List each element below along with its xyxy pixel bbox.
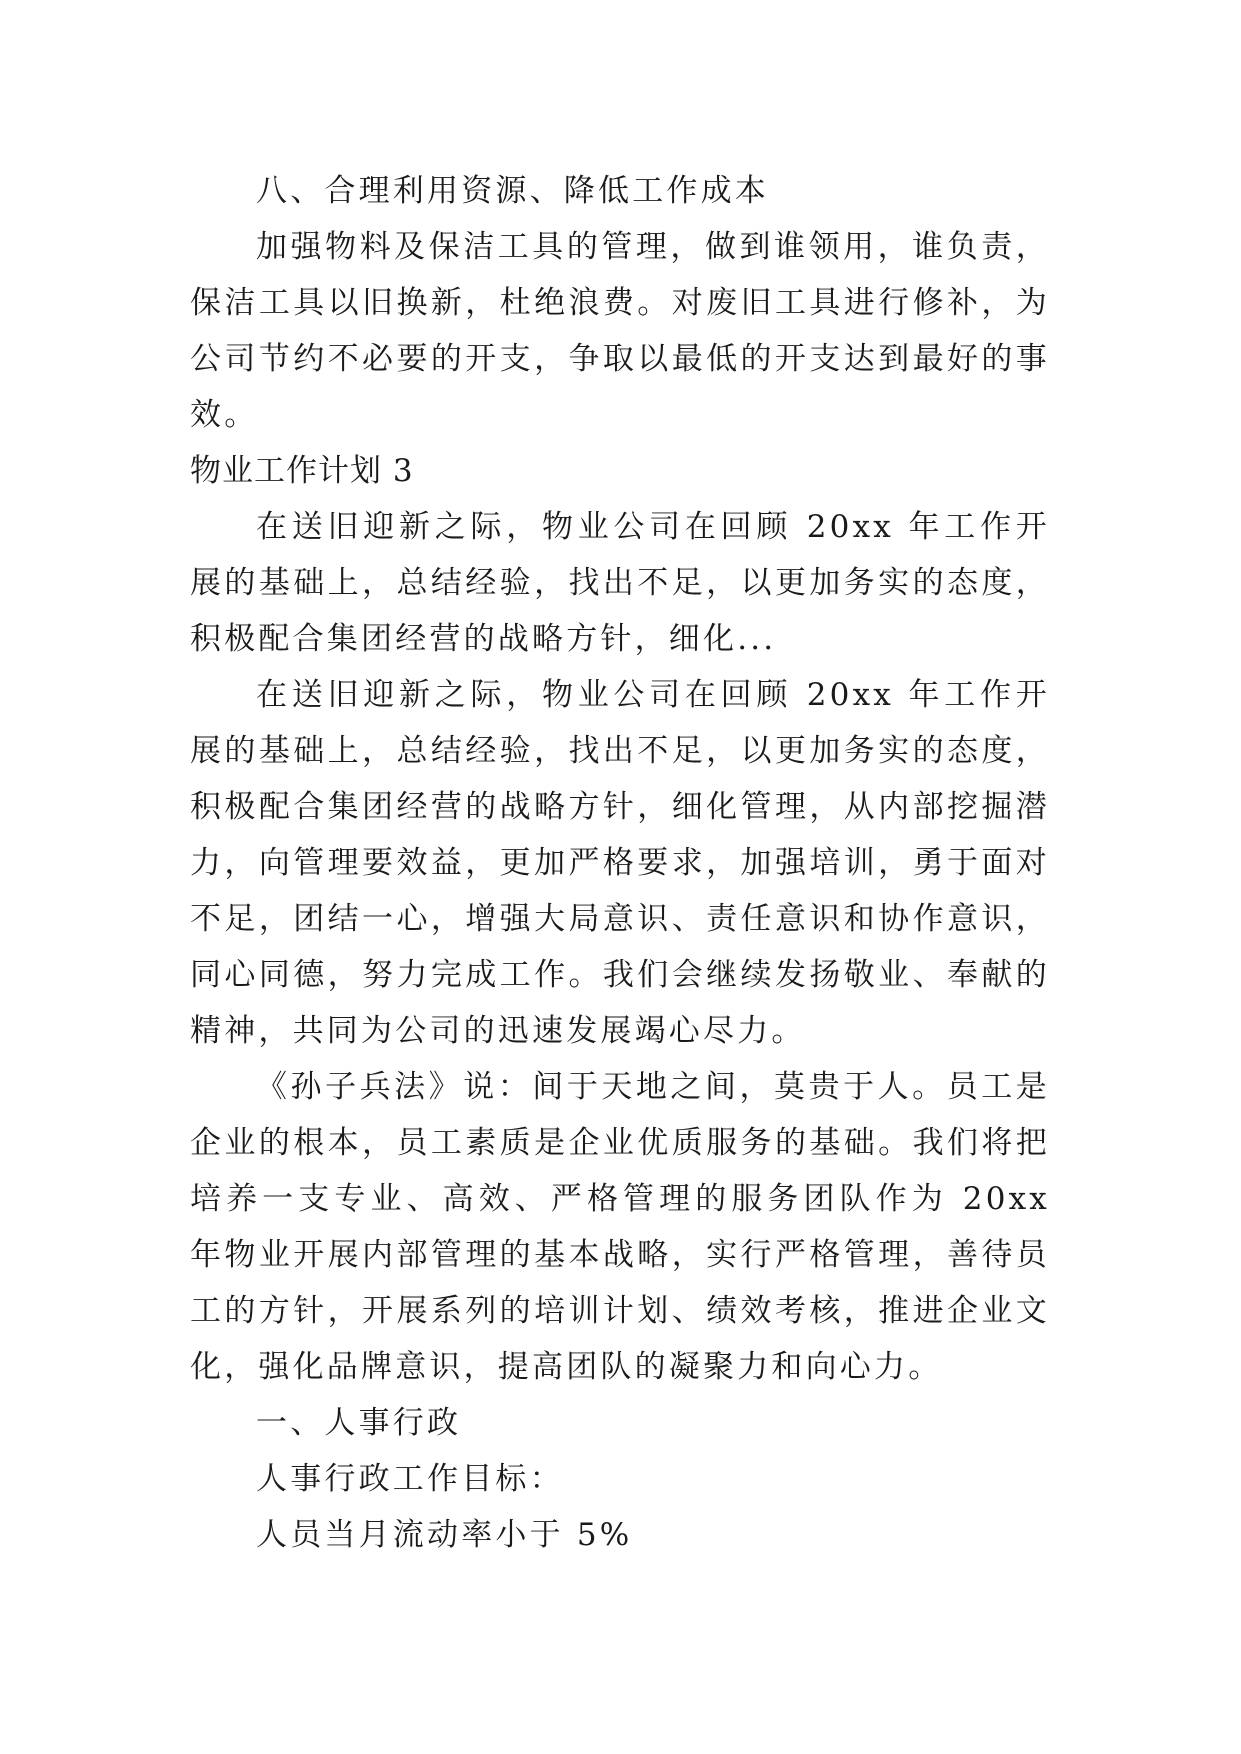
section-heading-1: 一、人事行政 [256,1405,462,1441]
plan-3-intro-paragraph: 在送旧迎新之际，物业公司在回顾 20xx 年工作开展的基础上，总结经验，找出不足，以更加务实的态度，积极配合集团经营的战略方针，细化管理，从内部挖掘潜力，向管理要效益，更加严格要求，加强培训，勇于面对不足，团结一心，增强大局意识、责任意识和协作意识，同心同德，努力完成工作。我们会继续发扬敬业、奉献的精神，共同为公司的迅速发展竭心尽力。 [190,677,1050,1049]
hr-goal-item: 人员当月流动率小于 5% [256,1517,633,1553]
plan-3-quote-paragraph: 《孙子兵法》说：间于天地之间，莫贵于人。员工是企业的根本，员工素质是企业优质服务的基础。我们将把培养一支专业、高效、严格管理的服务团队作为 20xx 年物业开展内部管理的基本战略，实行严格管理，善待员工的方针，开展系列的培训计划、绩效考核，推进企业文化，强化品牌意识，提高团队的凝聚力和向心力。 [190,1069,1050,1385]
hr-goal-label: 人事行政工作目标： [256,1461,564,1497]
document-body [190,163,1050,1563]
section-heading-8: 八、合理利用资源、降低工作成本 [256,173,769,209]
plan-3-summary-paragraph: 在送旧迎新之际，物业公司在回顾 20xx 年工作开展的基础上，总结经验，找出不足，以更加务实的态度，积极配合集团经营的战略方针，细化... [190,509,1050,657]
section-8-paragraph: 加强物料及保洁工具的管理，做到谁领用，谁负责，保洁工具以旧换新，杜绝浪费。对废旧工具进行修补，为公司节约不必要的开支，争取以最低的开支达到最好的事效。 [190,229,1050,433]
plan-3-title: 物业工作计划 3 [190,453,414,489]
